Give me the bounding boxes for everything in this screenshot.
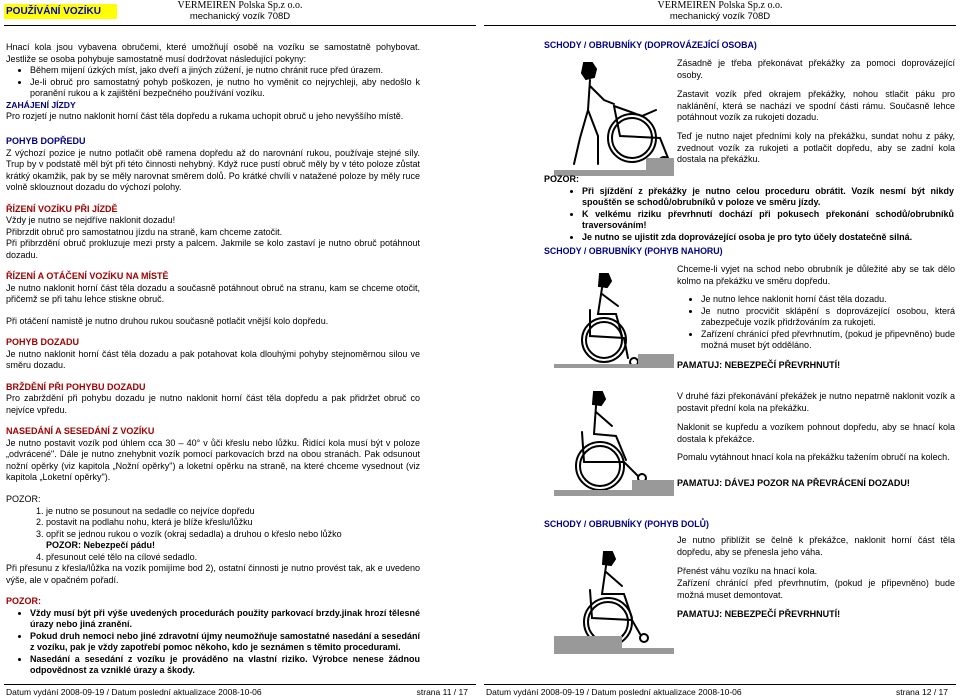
list-item: • Při sjíždění z překážky je nutno celou proceduru obrátit. Vozík nesmí být nikdy spouštěn se schodů/obrubníků v poloze ve směru jízdy.: [582, 186, 954, 209]
warning-text: PAMATUJ: NEBEZPEČÍ PŘEVRHNUTÍ!: [677, 360, 841, 370]
chapter-title: POUŽÍVÁNÍ VOZÍKU: [4, 4, 117, 19]
section-title: POHYB DOPŘEDU: [6, 136, 86, 147]
header-company: VERMEIREN Polska Sp.z o.o.: [177, 0, 303, 11]
list-item: • K velkému riziku převrhnutí dochází při pokusech překonání schodů/obrubníků traversováním!: [582, 209, 954, 232]
section-title: SCHODY / OBRUBNÍKY (POHYB DOLŮ): [544, 519, 709, 529]
header-rule: [484, 25, 956, 26]
right-page: [480, 0, 960, 699]
list-item: • Během mijení úzkých míst, jako dveří a jiných zúžení, je nutno chránit ruce před úrazem.: [30, 65, 420, 77]
header-model: mechanický vozík 708D: [669, 11, 771, 22]
section-text: Naklonit se kupředu a vozíkem pohnout dopředu, aby se hnací kola dostala k překážce.: [677, 422, 955, 444]
section-title: ŘÍZENÍ VOZÍKU PŘI JÍZDĚ: [6, 203, 118, 214]
section-text: Je nutno naklonit horní část těla dozadu a pak potahovat kola dlouhými pohyby stejnoměrnou silou ve směru dozadu.: [6, 348, 420, 371]
left-column: [6, 42, 420, 677]
section-text: Pomalu vytáhnout hnací kola na překážku tažením obručí na kolech.: [677, 452, 950, 462]
section-text: Pro zabrždění při pohybu dozadu je nutno naklonit horní část těla dopředu a pak přidržet obruč co nejvíce vpředu.: [6, 393, 420, 415]
section-text: Je nutno naklonit horní část těla dozadu a současně potáhnout obruč na stranu, kam se chceme otočit, přičemž se při tahu lehce stiskne obruč.: [6, 282, 420, 305]
section-text: Zařízení chránící před převrhnutím, (pokud je připevněno) bude možná muset demontovat.: [677, 578, 955, 600]
footer-page-number: strana 12 / 17: [896, 687, 948, 697]
section-text: Zásadně je třeba překonávat překážky za pomoci doprovázející osoby.: [677, 58, 955, 80]
footer-date: Datum vydání 2008-09-19 / Datum poslední aktualizace 2008-10-06: [6, 687, 262, 697]
list-item: 3. opřít se jednou rukou o vozík (okraj sedadla) a druhou o křeslo nebo lůžko POZOR: Nebezpečí pádu!: [46, 529, 420, 552]
list-item: • Je nutno procvičit sklápění s doprovázející osobou, která zabezpečuje vozík přidržováním za rukojeti.: [701, 306, 955, 329]
section-title: NASEDÁNÍ A SESEDÁNÍ Z VOZÍKU: [6, 426, 155, 437]
list-item: • Je nutno lehce naklonit horní část těla dozadu.: [701, 294, 955, 306]
section-text: Teď je nutno najet předními koly na překážku, sundat nohu z páky, zvednout vozík za rukojeti a potlačit dopředu, aby se zadní kola dostala na překážku.: [677, 131, 955, 165]
footer-page-number: strana 11 / 17: [416, 687, 468, 697]
list-item: • Je-li obruč pro samostatný pohyb poškozen, je nutno ho vyměnit co nejrychleji, aby nedošlo k poranění rukou a k zajištění bezpečného používání vozíku.: [30, 77, 420, 100]
section-text: Vždy je nutno se nejdříve naklonit dozadu!: [6, 215, 176, 226]
section-text: Chceme-li vyjet na schod nebo obrubník je důležité aby se tak dělo kolmo na překážku ve směru dopředu.: [677, 264, 955, 286]
list-item: • Zařízení chránící před převrhnutím, (pokud je připevněno) bude možná muset být odděláno.: [701, 329, 955, 352]
section-title: SCHODY / OBRUBNÍKY (DOPROVÁZEJÍCÍ OSOBA): [544, 40, 757, 50]
wheelchair-up-illustration: [554, 270, 674, 370]
pozor-label: POZOR:: [6, 493, 41, 504]
section-text: Zastavit vozík před okrajem překážky, nohou stlačit páku pro naklánění, která se nachází ve spodní části rámu. Současně lehce potáhnout vozík za rukojeti dozadu.: [677, 89, 955, 123]
footer-rule: [4, 684, 476, 685]
wheelchair-step-illustration: [554, 388, 674, 498]
section-text: Pro rozjetí je nutno naklonit horní část těla dopředu a rukama uchopit obruč u jeho nevyššího místě.: [6, 110, 404, 121]
section-text: Je nutno postavit vozík pod úhlem cca 30 – 40° v ůči křeslu nebo lůžku. Řidící kola musí být v poloze „odvrácené". Dále je nutno znehybnit vozík pomocí parkovacích brzd na obou stranách. Pak odsunout nožní opěrky (viz kapitola „Nožní opěrky") a loketní opěrku na straně, na které chceme vysednout (viz kapitola „Loketní opěrky").: [6, 437, 420, 483]
section-text: Je nutno přiblížit se čelně k překážce, naklonit horní část těla dopředu, aby se přenesla jeho váha.: [677, 535, 955, 557]
section-text: Při otáčení namistě je nutno druhou rukou současně potlačit vnější kolo dopředu.: [6, 315, 329, 326]
section-text: Z výchozí pozice je nutno potlačit obě ramena dopředu až do narovnání rukou, používaje stejné síly. Trup by v podstatě měl být při této činnosti nehybný. Když ruce pustí obruč měly by v této poloze zůstat krátký okamžik, pak by se měly narovnat směrem dolů. Po krátké chvíli v natažené poloze by měly ruce volně sklouznout dozadu do výchozí polohy.: [6, 147, 420, 193]
pozor-block: [544, 174, 954, 243]
pozor-label: POZOR:: [544, 174, 579, 184]
list-item: • Nasedání a sesedání z vozíku je prováděno na vlastní riziko. Výrobce nenese žádnou odpovědnost za vzniklé úrazy a škody.: [30, 654, 420, 677]
pozor-steps: [6, 506, 420, 564]
section-text: V druhé fázi překonávání překážek je nutno nepatrně naklonit vozík a postavit přední kola na překážku.: [677, 391, 955, 413]
list-item: 2. postavit na podlahu nohu, která je blíže křeslu/lůžku: [46, 517, 420, 529]
pozor-warnings: [6, 608, 420, 677]
section-title: ZAHÁJENÍ JÍZDY: [6, 99, 76, 110]
sec2-bullets: [677, 294, 955, 352]
danger-note: POZOR: Nebezpečí pádu!: [46, 540, 156, 551]
list-item: • Je nutno se ujistit zda doprovázející osoba je pro tyto účely dostatečně silná.: [582, 232, 954, 244]
pozor-label: POZOR:: [6, 596, 41, 607]
header-model: mechanický vozík 708D: [189, 11, 291, 22]
section-title: SCHODY / OBRUBNÍKY (POHYB NAHORU): [544, 246, 723, 256]
list-item: • Vždy musí být při výše uvedených procedurách použity parkovací brzdy.jinak hrozí tělesné úrazy nebo jiná zranění.: [30, 608, 420, 631]
intro-bullets: [6, 65, 420, 100]
section-title: BRŽDĚNÍ PŘI POHYBU DOZADU: [6, 381, 146, 392]
list-item: • Pokud druh nemoci nebo jiné zdravotní újmy neumožňuje samostatné nasedání a sesedání z vozíku, pak je vždy zapotřebí pomoc někoho, kdo je seznámen s těmito procedurami.: [30, 631, 420, 654]
footer-date: Datum vydání 2008-09-19 / Datum poslední aktualizace 2008-10-06: [486, 687, 742, 697]
section-title: ŘÍZENÍ A OTÁČENÍ VOZÍKU NA MÍSTĚ: [6, 271, 169, 282]
section-text: Přenést váhu vozíku na hnací kola.: [677, 566, 818, 576]
warning-text: PAMATUJ: DÁVEJ POZOR NA PŘEVRÁCENÍ DOZADU!: [677, 478, 910, 488]
footer-rule: [484, 684, 956, 685]
section-text: Při přesunu z křesla/lůžka na vozík pomijíme bod 2), ostatní činnosti je nutno provést tak, ak e uvedeno výše, ale v opačném pořadí.: [6, 563, 420, 585]
list-item: 1. je nutno se posunout na sedadle co nejvíce dopředu: [46, 506, 420, 518]
section-text: Při přibrzdění obruč prokluzuje mezi prsty a palcem. Jakmile se kolo zastaví je nutno obruč potáhnout dozadu.: [6, 238, 420, 260]
section-title: POHYB DOZADU: [6, 337, 80, 348]
list-item: 4. přesunout celé tělo na cílové sedadlo.: [46, 552, 420, 564]
wheelchair-assistant-illustration: [554, 58, 674, 178]
section-text: Přibrzdit obruč pro samostatnou jízdu na straně, kam chceme zatočit.: [6, 226, 283, 237]
warning-text: PAMATUJ: NEBEZPEČÍ PŘEVRHNUTÍ!: [677, 609, 841, 619]
intro-text: Hnací kola jsou vybavena obručemi, které umožňují osobě na vozíku se samostatně pohybovat. Jestliže se osoba pohybuje samostatně musí dodržovat následující pokyny:: [6, 42, 420, 64]
header-rule: [4, 25, 476, 26]
wheelchair-down-illustration: [554, 546, 674, 656]
header-company: VERMEIREN Polska Sp.z o.o.: [657, 0, 783, 11]
